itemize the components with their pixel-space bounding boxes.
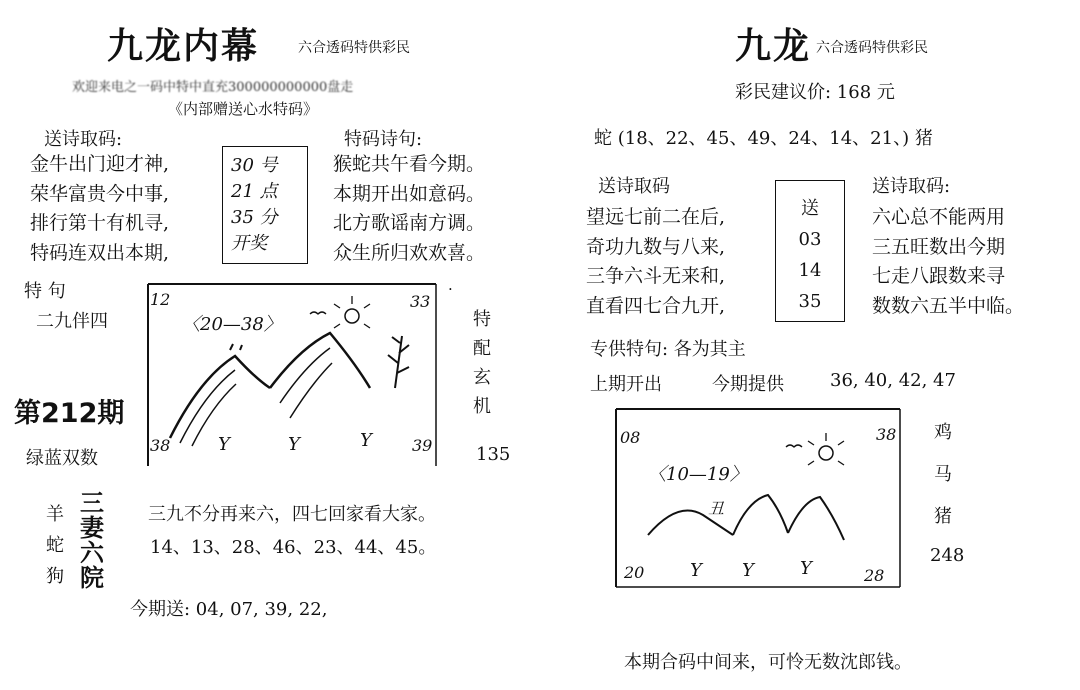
right-price: 彩民建议价: 168 元 (735, 82, 895, 103)
right-subtitle: 六合透码特供彩民 (816, 40, 928, 56)
left-subtitle: 六合透码特供彩民 (298, 40, 410, 56)
left-verse-header: 特码诗句: (344, 129, 423, 150)
right-sketch-corner-br: 28 (864, 566, 885, 585)
right-box-line: 送 (801, 198, 819, 219)
right-snake-line: 蛇 (18、22、45、49、24、14、21、) 猪 (594, 128, 933, 149)
right-title: 九龙 (735, 25, 812, 67)
left-sketch-range: 〈20—38〉 (182, 314, 282, 335)
left-house-char: 院 (80, 563, 104, 592)
right-poem-header-left: 送诗取码 (598, 176, 670, 197)
left-bird (310, 312, 326, 314)
left-box-line: 30 号 (231, 155, 278, 176)
left-line2: 14、13、28、46、23、44、45。 (150, 537, 437, 558)
right-side-vertical (934, 412, 952, 538)
left-sketch-mark: Y (218, 434, 230, 455)
left-verse-line: 北方歌谣南方调。 (333, 212, 486, 234)
left-house-vertical (80, 490, 104, 590)
left-right-vertical (473, 305, 491, 421)
left-animal: 羊 (46, 504, 64, 525)
left-animals (46, 499, 64, 592)
left-color-label: 绿蓝双数 (26, 448, 98, 469)
left-verse-line: 本期开出如意码。 (333, 182, 486, 205)
left-box-line: 35 分 (231, 207, 278, 228)
left-title: 九龙内幕 (107, 25, 260, 67)
right-last-label: 上期开出 (590, 374, 662, 395)
left-sketch-dot: . (448, 276, 453, 294)
left-vertical-char: 配 (473, 338, 491, 359)
left-verse-line: 猴蛇共午看今期。 (333, 153, 486, 175)
right-box-line: 14 (798, 260, 822, 281)
right-box-line: 03 (798, 229, 822, 250)
left-special-value: 二九伴四 (36, 311, 108, 332)
left-box-line: 开奖 (231, 233, 267, 254)
left-sketch-mark: Y (288, 434, 300, 455)
right-sketch-mark: Y (690, 560, 702, 581)
left-mountain-hatch (290, 363, 332, 418)
right-poem-line: 望远七前二在后, (586, 206, 726, 228)
right-vertical-char: 鸡 (934, 422, 952, 443)
left-house-char: 妻 (80, 513, 104, 542)
left-box-line: 21 点 (231, 181, 278, 202)
right-poem-line: 六心总不能两用 (872, 206, 1006, 228)
right-poem-line: 七走八跟数来寻 (872, 265, 1006, 287)
right-poem-line: 数数六五半中临。 (872, 294, 1025, 317)
right-sketch-corner-tl: 08 (620, 428, 641, 447)
left-right-number: 135 (476, 444, 511, 465)
left-draw-time-box (222, 146, 308, 264)
right-poem-line: 三五旺数出今期 (872, 235, 1006, 258)
left-blurred-line: 欢迎来电之一码中特中直充300000000000盘走 (72, 80, 354, 95)
left-animal: 狗 (46, 566, 64, 587)
right-special: 专供特句: 各为其主 (590, 339, 746, 360)
left-marks (230, 344, 242, 350)
left-sketch-corner-tl: 12 (150, 290, 171, 309)
left-mountain-2 (270, 333, 370, 388)
right-vertical-char: 马 (934, 464, 952, 485)
right-sun (819, 446, 833, 460)
left-box-lines (231, 153, 278, 257)
right-send-box (775, 180, 845, 322)
right-sketch-mid-mark: 丑 (708, 499, 725, 518)
right-box-line: 35 (798, 291, 822, 312)
left-verse-line: 众生所归欢欢喜。 (333, 241, 486, 264)
right-side-number: 248 (930, 545, 965, 566)
left-sun (345, 309, 359, 323)
left-house-char: 六 (80, 538, 104, 567)
left-mountain-1 (170, 356, 270, 438)
left-sketch-corner-br: 39 (412, 436, 433, 455)
left-sketch-mark: Y (360, 430, 372, 451)
right-bird (786, 445, 802, 447)
right-footer: 本期合码中间来，可怜无数沈郎钱。 (624, 652, 912, 673)
left-line1: 三九不分再来六，四七回家看大家。 (148, 504, 436, 525)
right-sketch (608, 405, 908, 590)
right-sketch-mark: Y (742, 560, 754, 581)
left-poem-line: 荣华富贵今中事, (30, 182, 170, 205)
right-box-lines (776, 193, 844, 317)
left-issue-number: 第212期 (14, 398, 125, 429)
left-vertical-char: 机 (473, 396, 491, 417)
right-provide-label: 今期提供 (712, 374, 784, 395)
right-poem-line: 直看四七合九开, (586, 294, 726, 317)
left-tagline: 《内部赠送心水特码》 (168, 100, 319, 118)
right-sketch-mark: Y (800, 558, 812, 579)
left-sketch-corner-tr: 33 (410, 292, 431, 311)
right-poem-line: 奇功九数与八来, (586, 235, 726, 258)
left-poem-line: 特码连双出本期, (30, 241, 170, 264)
left-vertical-char: 玄 (473, 367, 491, 388)
right-sketch-range: 〈10—19〉 (648, 464, 748, 485)
right-poem-header-right: 送诗取码: (872, 176, 951, 197)
left-poem-line: 金牛出门迎才神, (30, 153, 170, 175)
left-verse-lines (333, 150, 485, 268)
right-poem-lines-right (872, 203, 1024, 321)
right-sketch-corner-bl: 20 (624, 563, 645, 582)
left-poem-lines (30, 150, 169, 268)
right-provide-numbers: 36, 40, 42, 47 (830, 370, 956, 391)
right-mountain-3 (788, 497, 844, 540)
left-sketch-corner-bl: 38 (150, 436, 171, 455)
left-animal: 蛇 (46, 535, 64, 556)
right-vertical-char: 猪 (934, 506, 952, 527)
left-special-label: 特 句 (24, 281, 66, 302)
left-tree (388, 336, 409, 388)
left-vertical-char: 特 (473, 309, 491, 330)
left-poem-line: 排行第十有机寻, (30, 212, 170, 234)
left-house-char: 三 (80, 488, 104, 517)
right-poem-lines-left (586, 203, 725, 321)
left-poem-header: 送诗取码: (44, 129, 123, 150)
right-poem-line: 三争六斗无来和, (586, 265, 726, 287)
right-sketch-corner-tr: 38 (876, 425, 897, 444)
left-today-send: 今期送: 04, 07, 39, 22, (130, 599, 328, 620)
right-mountain-2 (733, 495, 788, 535)
